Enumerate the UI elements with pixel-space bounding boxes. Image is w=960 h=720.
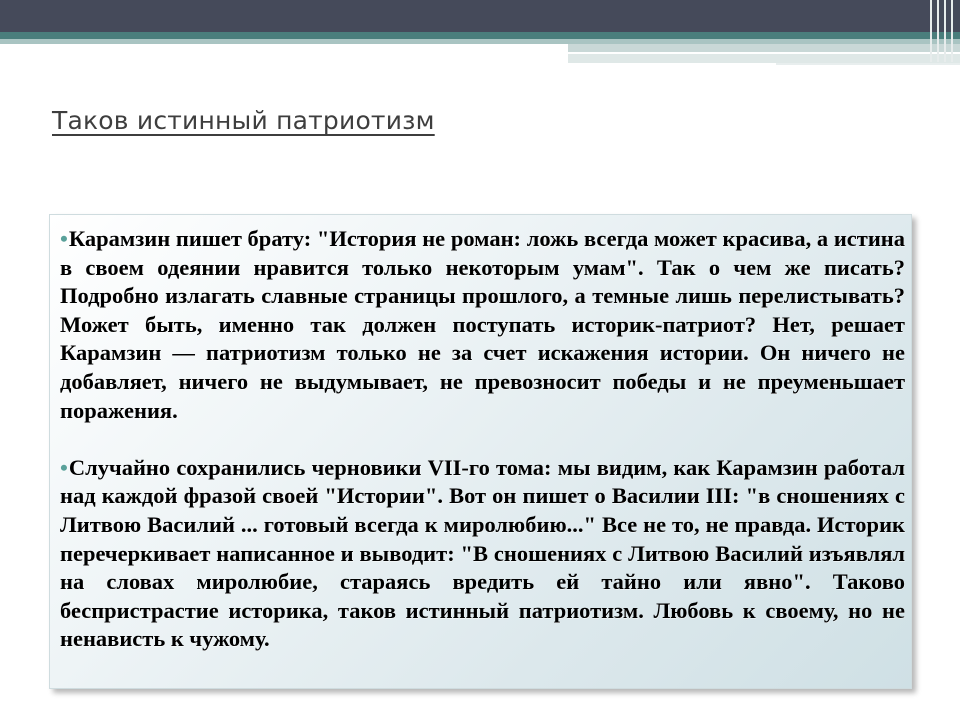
bullet-icon: • [60,226,68,251]
paragraph-text: Случайно сохранились черновики VII-го тома: мы видим, как Карамзин работал над каждой фразой своей "Истории". Вот он пишет о Василии III: "в сношениях с Литвою Василий ... готовый всегда к миролюбию..." Все не то, не правда. Историк перечеркивает написанное и выводит: "В сношениях с Литвою Василий изъявлял на словах миролюбие, стараясь вредить ей тайно или явно". Таково беспристрастие историка, таков истинный патриотизм. Любовь к своему, но не ненависть к чужому. [60,454,905,652]
bullet-paragraph-2 [60,454,905,654]
bullet-paragraph-1 [60,225,905,425]
content-text-box [49,214,912,689]
corner-decoration [924,0,960,62]
decorative-band [568,54,960,63]
bullet-icon: • [60,454,68,480]
decorative-band-thin [776,63,960,65]
top-decorative-bar [0,0,960,32]
slide-title: Таков истинный патриотизм [52,106,435,135]
decorative-band [568,44,960,52]
paragraph-text: Карамзин пишет брату: "История не роман: ложь всегда может красива, а истина в своем одеянии нравится только некоторым умам". Так о чем же писать? Подробно излагать славные страницы прошлого, а темные лишь перелистывать? Может быть, именно так должен поступать историк-патриот? Нет, решает Карамзин — патриотизм только не за счет искажения истории. Он ничего не добавляет, ничего не выдумывает, не превозносит победы и не преуменьшает поражения. [60,226,905,423]
accent-stripe [0,32,960,39]
